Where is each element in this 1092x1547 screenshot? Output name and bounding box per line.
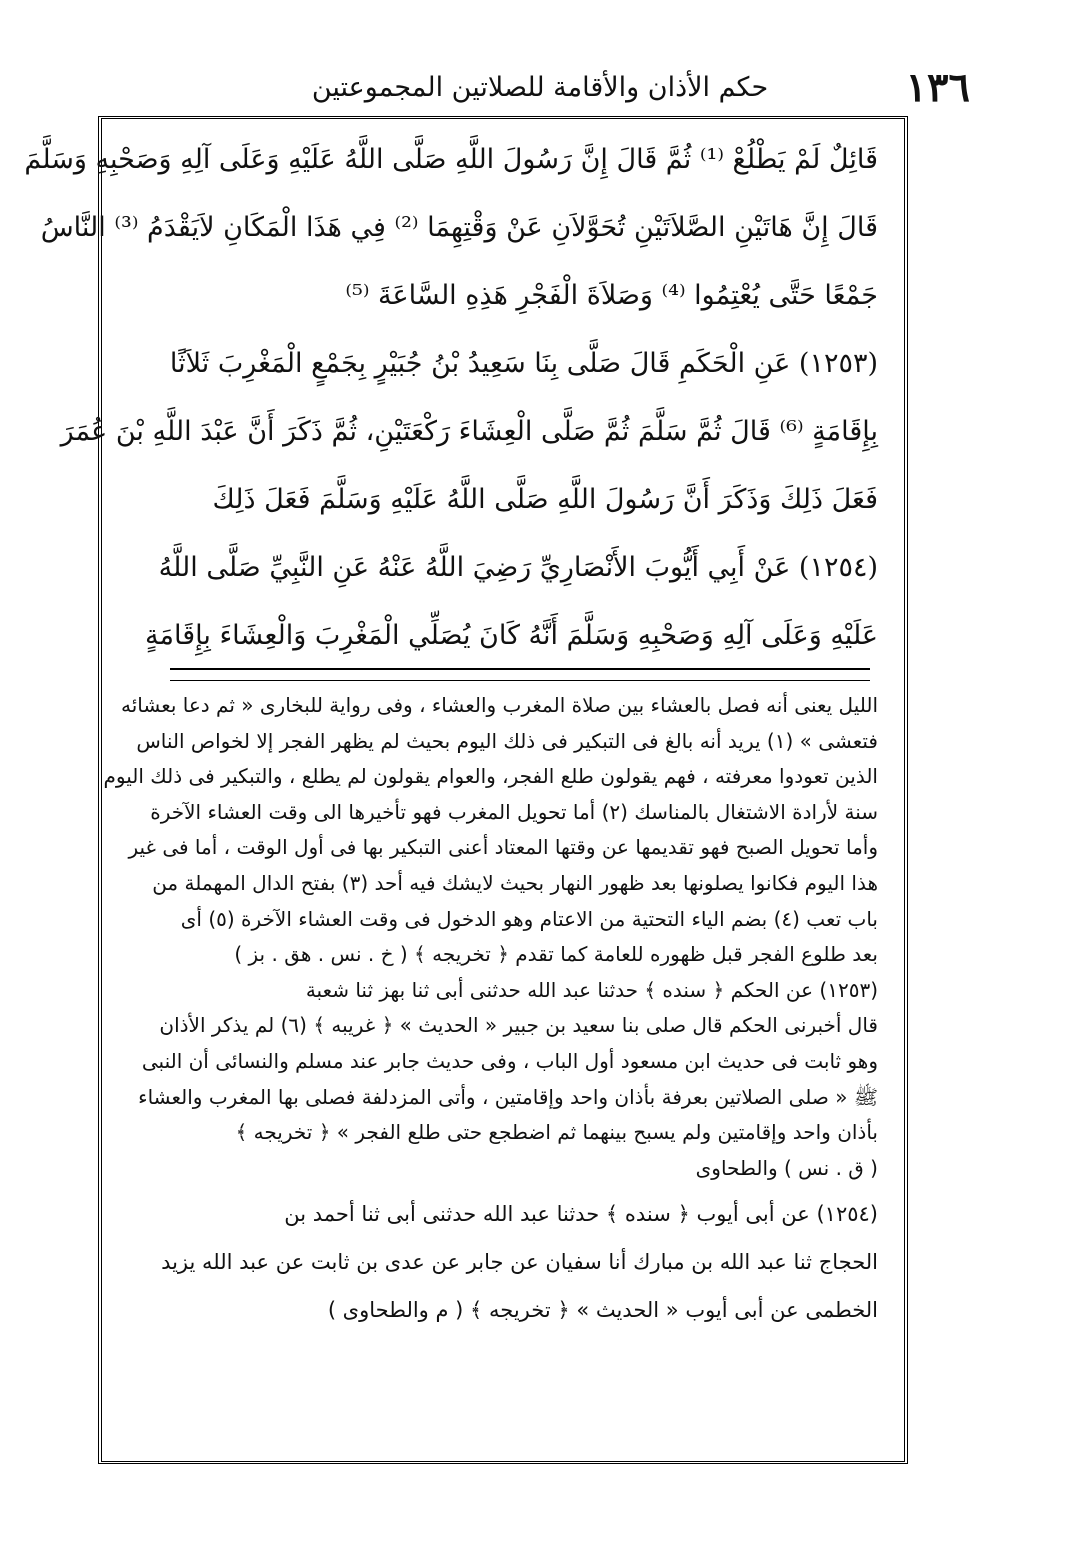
note-line: فتعشى » (١) يريد أنه بالغ فى التبكير فى ذلك اليوم بحيث لم يظهر الفجر إلا لخواص الناس xyxy=(136,728,878,753)
note-line: باب تعب (٤) بضم الياء التحتية من الاعتام وهو الدخول فى وقت العشاء الآخرة (٥) أى xyxy=(180,906,878,931)
footnotes xyxy=(103,688,878,1458)
note-line: وأما تحويل الصبح فهو تقديمها عن وقتها المعتاد أعنى التبكير بها فى أول الوقت ، أما فى غير xyxy=(128,835,878,860)
note-line: وهو ثابت فى حديث ابن مسعود أول الباب ، وفى حديث جابر عند مسلم والنسائى أن النبى xyxy=(141,1048,878,1073)
note-line: قال أخبرنى الحكم قال صلى بنا سعيد بن جبير « الحديث » ﴿ غريبه ﴾ (٦) لم يذكر الأذان xyxy=(159,1013,878,1038)
note-line: بعد طلوع الفجر قبل ظهوره للعامة كما تقدم ﴿ تخريجه ﴾ ( خ . نس . هق . بز ) xyxy=(234,942,878,967)
hadith-line: قَالَ إِنَّ هَاتَيْنِ الصَّلاَتَيْنِ تُحَوَّلاَنِ عَنْ وَقْتِهِمَا ⁽²⁾ فِي هَذَا الْمَكَانِ لاَيَقْدَمُ ⁽³⁾ النَّاسُ xyxy=(40,212,878,243)
hadith-1254-line: (١٢٥٤) عَنْ أَبِي أَيُّوبَ الأَنْصَارِيِّ رَضِيَ اللَّهُ عَنْهُ عَنِ النَّبِيِّ صَلَّى اللَّهُ xyxy=(158,552,878,583)
hadith-line: بِإِقَامَةٍ ⁽⁶⁾ قَالَ ثُمَّ سَلَّمَ ثُمَّ صَلَّى الْعِشَاءَ رَكْعَتَيْنِ، ثُمَّ ذَكَرَ أَنَّ عَبْدَ اللَّهِ بْنَ عُمَرَ xyxy=(60,416,878,447)
note-line: هذا اليوم فكانوا يصلونها بعد ظهور النهار بحيث لايشك فيه أحد (٣) بفتح الدال المهملة من xyxy=(152,870,878,895)
note-line: الحجاج ثنا عبد الله بن مبارك أنا سفيان عن جابر عن عدى بن ثابت عن عبد الله يزيد xyxy=(161,1250,878,1275)
hadith-1253-line: (١٢٥٣) عَنِ الْحَكَمِ قَالَ صَلَّى بِنَا سَعِيدُ بْنُ جُبَيْرٍ بِجَمْعٍ الْمَغْرِبَ ثَلاَثًا xyxy=(169,348,878,379)
note-line: بأذان واحد وإقامتين ولم يسبح بينهما ثم اضطجع حتى طلع الفجر » ﴿ تخريجه ﴾ xyxy=(235,1120,878,1145)
note-line: الذين تعودوا معرفته ، فهم يقولون طلع الفجر، والعوام يقولون لم يطلع ، والتبكير فى ذلك اليوم xyxy=(103,764,878,789)
note-line: سنة لأرادة الاشتغال بالمناسك (٢) أما تحويل المغرب فهو تأخيرها الى وقت العشاء الآخرة xyxy=(150,799,878,824)
note-line: الليل يعنى أنه فصل بالعشاء بين صلاة المغرب والعشاء ، وفى رواية للبخارى « ثم دعا بعشائه xyxy=(120,693,878,717)
running-title: حكم الأذان والأقامة للصلاتين المجموعتين xyxy=(311,72,769,103)
page-header xyxy=(120,62,970,114)
hadith-line: عَلَيْهِ وَعَلَى آلِهِ وَصَحْبِهِ وَسَلَّمَ أَنَّهُ كَانَ يُصَلِّي الْمَغْرِبَ وَالْعِشَاءَ بِإِقَامَةٍ xyxy=(145,620,878,651)
hadith-text xyxy=(24,126,878,666)
hadith-line: قَائِلٌ لَمْ يَطْلُعْ ⁽¹⁾ ثُمَّ قَالَ إِنَّ رَسُولَ اللَّهِ صَلَّى اللَّهُ عَلَيْهِ وَعَلَى آلِهِ وَصَحْبِهِ وَسَلَّمَ xyxy=(24,144,878,175)
note-line: الخطمى عن أبى أيوب « الحديث » ﴿ تخريجه ﴾ ( م والطحاوى ) xyxy=(327,1298,878,1323)
page-number: ١٣٦ xyxy=(905,64,970,111)
hadith-line: فَعَلَ ذَلِكَ وَذَكَرَ أَنَّ رَسُولَ اللَّهِ صَلَّى اللَّهُ عَلَيْهِ وَسَلَّمَ فَعَلَ ذَلِكَ xyxy=(212,484,878,515)
note-line: (١٢٥٣) عن الحكم ﴿ سنده ﴾ حدثنا عبد الله حدثنى أبى ثنا بهز ثنا شعبة xyxy=(305,977,878,1002)
hadith-line: جَمْعًا حَتَّى يُعْتِمُوا ⁽⁴⁾ وَصَلاَةَ الْفَجْرِ هَذِهِ السَّاعَةَ ⁽⁵⁾ xyxy=(345,280,878,311)
note-line: ( ق . نس ) والطحاوى xyxy=(695,1155,878,1180)
footnote-separator xyxy=(170,668,870,681)
note-line: ﷺ « صلى الصلاتين بعرفة بأذان واحد وإقامتين ، وأتى المزدلفة فصلى بها المغرب والعشاء xyxy=(138,1084,878,1109)
note-line: (١٢٥٤) عن أبى أيوب ﴿ سنده ﴾ حدثنا عبد الله حدثنى أبى ثنا أحمد بن xyxy=(284,1202,878,1227)
